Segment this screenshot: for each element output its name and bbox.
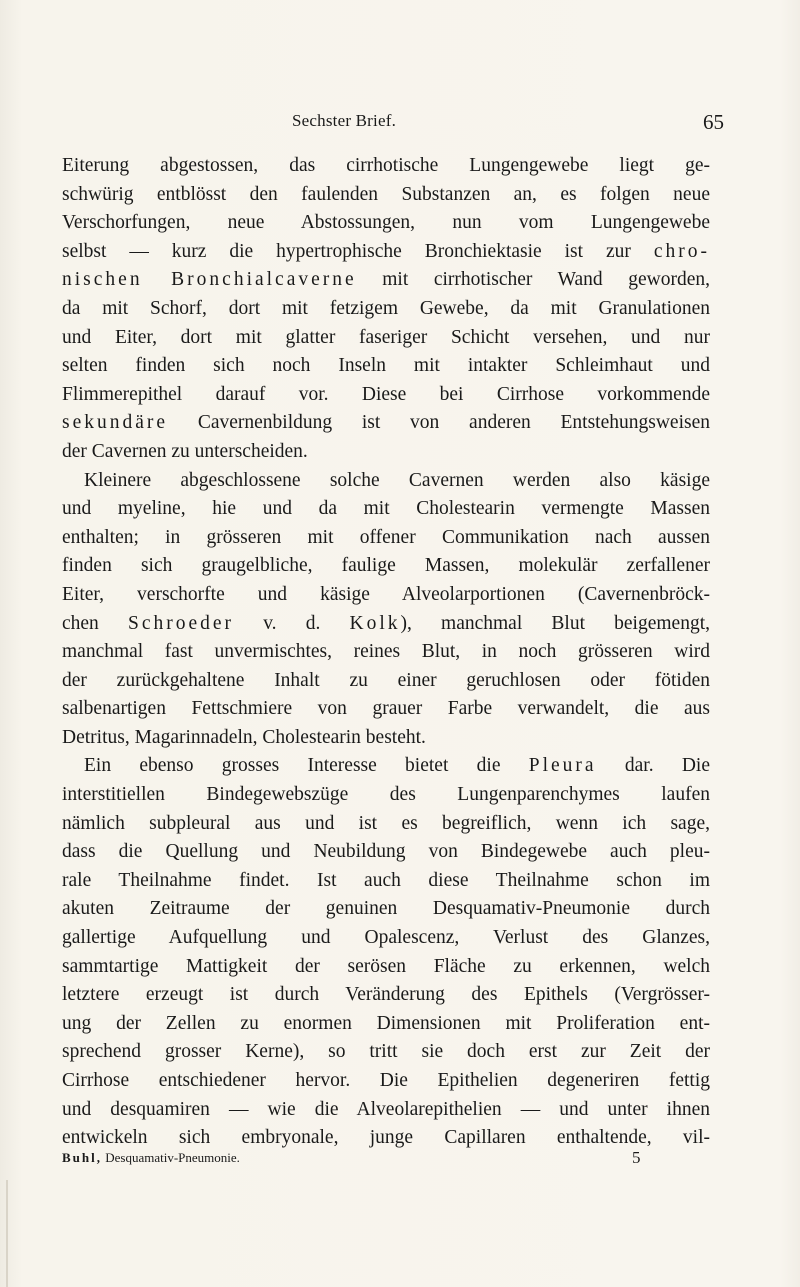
text-line: nämlich subpleural aus und ist es begreiflich, wenn ich sage, [62,812,710,834]
emphasis-text: chro- [653,240,710,262]
text-line: sammtartige Mattigkeit der serösen Fläche zu erkennen, welch [62,955,710,977]
text-line: und Eiter, dort mit glatter faseriger Schicht versehen, und nur [62,326,710,348]
running-head [0,111,800,141]
text-line: manchmal fast unvermischtes, reines Blut, in noch grösseren wird [62,641,710,663]
text-line: der Cavernen zu unterscheiden. [62,440,308,462]
footer-citation [62,1150,240,1166]
page-edge-shadow [6,1180,8,1287]
text-line: akuten Zeitraume der genuinen Desquamativ-Pneumonie durch [62,898,710,920]
text-line: rale Theilnahme findet. Ist auch diese Theilnahme schon im [62,869,710,891]
text-line: und myeline, hie und da mit Cholestearin vermengte Massen [62,498,710,520]
chapter-title: Sechster Brief. [292,111,397,130]
text-line: da mit Schorf, dort mit fetzigem Gewebe, da mit Granulationen [62,297,710,319]
text-line: gallertige Aufquellung und Opalescenz, Verlust des Glanzes, [62,927,710,949]
text-line: sekundäre Cavernenbildung ist von anderen Entstehungsweisen [62,412,710,434]
text-line: sprechend grosser Kerne), so tritt sie doch erst zur Zeit der [62,1041,710,1063]
text-line: dass die Quellung und Neubildung von Bindegewebe auch pleu- [62,841,710,863]
footer-work: Desquamativ-Pneumonie. [102,1150,240,1165]
text-line: Flimmerepithel darauf vor. Diese bei Cirrhose vorkommende [62,383,710,405]
text-line: finden sich graugelbliche, faulige Massen, molekulär zerfallener [62,555,710,577]
author-name: Schroeder [127,612,235,634]
footer-author: Buhl, [62,1150,102,1165]
text-line: Verschorfungen, neue Abstossungen, nun vom Lungengewebe [62,212,710,234]
text-line: Eiterung abgestossen, das cirrhotische Lungengewebe liegt ge- [62,155,710,176]
emphasis-text: nischen Bronchialcaverne [62,269,357,291]
page-number: 65 [703,110,724,134]
text-line: selten finden sich noch Inseln mit intakter Schleimhaut und [62,355,710,377]
text-line: schwürig entblösst den faulenden Substanzen an, es folgen neue [62,183,710,205]
text-line: selbst — kurz die hypertrophische Bronchiektasie ist zur chro- [62,240,710,262]
text-line: ung der Zellen zu enormen Dimensionen mit Proliferation ent- [62,1012,710,1034]
text-line: Eiter, verschorfte und käsige Alveolarportionen (Cavernenbröck- [62,583,710,605]
text-line: enthalten; in grösseren mit offener Communikation nach aussen [62,526,710,548]
signature-mark: 5 [632,1148,641,1167]
text-line: nischen Bronchialcaverne mit cirrhotischer Wand geworden, [62,269,710,291]
author-name: Kolk [349,612,401,634]
text-line: Detritus, Magarinnadeln, Cholestearin besteht. [62,726,426,748]
emphasis-text: Pleura [528,755,597,777]
text-line: entwickeln sich embryonale, junge Capillaren enthaltende, vil- [62,1127,710,1149]
body-text [62,152,710,1153]
text-line: Cirrhose entschiedener hervor. Die Epithelien degeneriren fettig [62,1070,710,1091]
text-line: Ein ebenso grosses Interesse bietet die Pleura dar. Die [84,755,711,777]
emphasis-text: sekundäre [62,412,169,434]
text-line: chen Schroeder v. d. Kolk), manchmal Blut beigemengt, [62,612,710,634]
text-line: Kleinere abgeschlossene solche Cavernen werden also käsige [84,469,710,491]
text-line: interstitiellen Bindegewebszüge des Lungenparenchymes laufen [62,784,710,806]
text-line: und desquamiren — wie die Alveolarepithelien — und unter ihnen [62,1098,710,1120]
text-line: der zurückgehaltene Inhalt zu einer geruchlosen oder fötiden [62,669,710,691]
text-line: salbenartigen Fettschmiere von grauer Farbe verwandelt, die aus [62,698,710,720]
page-footer [62,1148,710,1170]
text-line: letztere erzeugt ist durch Veränderung des Epithels (Vergrösser- [62,984,710,1006]
